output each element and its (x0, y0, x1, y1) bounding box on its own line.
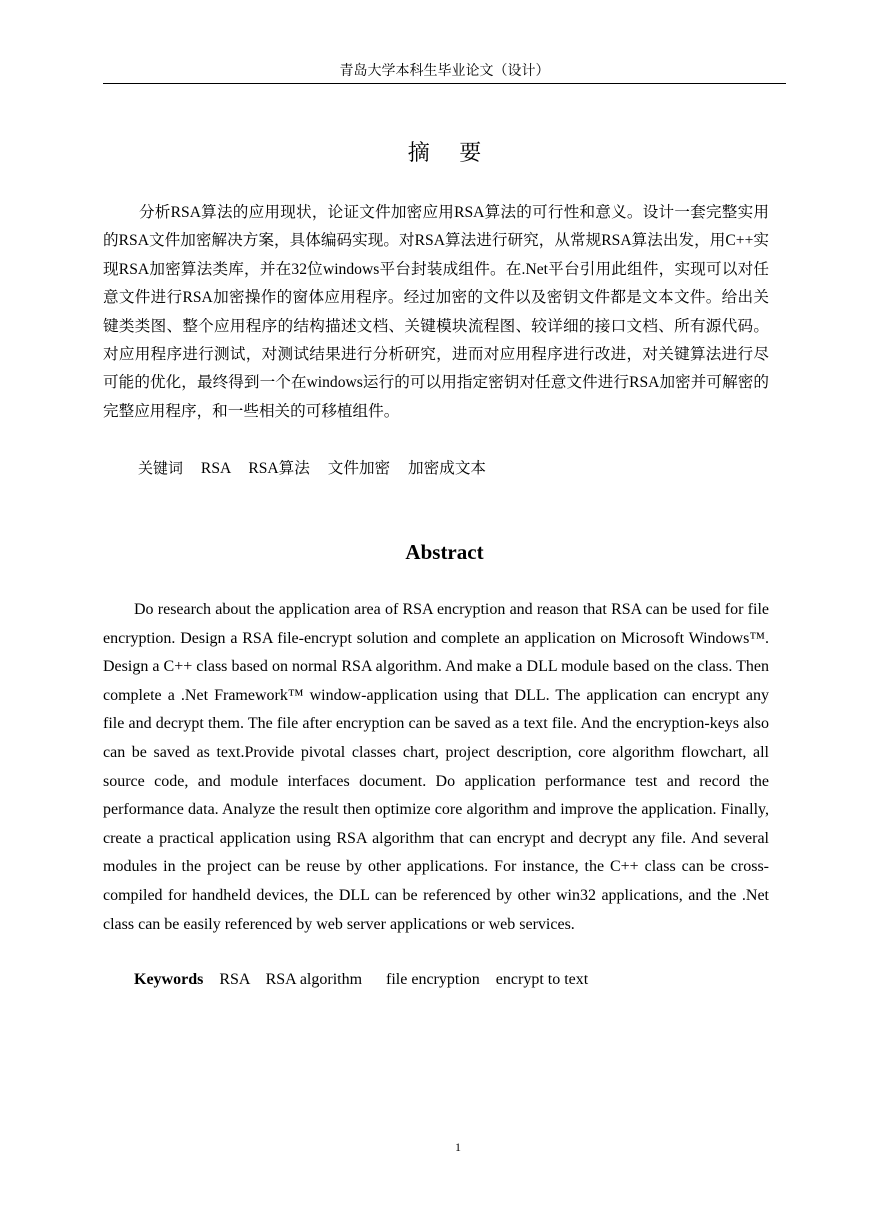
english-keywords-label: Keywords (134, 971, 204, 988)
chinese-keywords-label: 关键词 (138, 459, 184, 477)
chinese-keyword: 文件加密 (327, 460, 391, 477)
chinese-keyword: RSA (200, 460, 231, 477)
chinese-keywords (138, 454, 778, 483)
running-header: 青岛大学本科生毕业论文（设计） (339, 64, 550, 79)
english-keyword: RSA algorithm (265, 971, 363, 988)
english-keyword: encrypt to text (495, 971, 589, 988)
english-keyword: RSA (219, 971, 250, 988)
chinese-keyword: 加密成文本 (408, 460, 487, 477)
page-number: 1 (455, 1140, 461, 1154)
english-abstract-body: Do research about the application area of RSA encryption and reason that RSA can be used for file encryption. Design a RSA file-encrypt solution and complete an application on Microsoft Windows™. Design a C++ class based on normal RSA algorithm. And make a DLL module based on the class. Then complete a .Net Framework™ window-application using that DLL. The application can encrypt any file and decrypt them. The file after encryption can be saved as a text file. And the encryption-keys also can be saved as text.Provide pivotal classes chart, project description, core algorithm flowchart, all source code, and module interfaces document. Do application performance test and record the performance data. Analyze the result then optimize core algorithm and improve the application. Finally, create a practical application using RSA algorithm that can encrypt and decrypt any file. And several modules in the project can be reuse by other applications. For instance, the C++ class can be cross-compiled for handheld devices, the DLL can be referenced by other win32 applications, and the .Net class can be easily referenced by web server applications or web services. (103, 601, 769, 933)
header-divider (103, 83, 786, 84)
english-abstract-title: Abstract (405, 540, 484, 564)
chinese-keyword: RSA算法 (248, 460, 310, 477)
chinese-abstract-body: 分析RSA算法的应用现状，论证文件加密应用RSA算法的可行性和意义。设计一套完整实用的RSA文件加密解决方案，具体编码实现。对RSA算法进行研究，从常规RSA算法出发，用C++实现RSA加密算法类库，并在32位windows平台封装成组件。在.Net平台引用此组件，实现可以对任意文件进行RSA加密操作的窗体应用程序。经过加密的文件以及密钥文件都是文本文件。给出关键类类图、整个应用程序的结构描述文档、关键模块流程图、较详细的接口文档、所有源代码。对应用程序进行测试，对测试结果进行分析研究，进而对应用程序进行改进，对关键算法进行尽可能的优化，最终得到一个在windows运行的可以用指定密钥对任意文件进行RSA加密并可解密的完整应用程序，和一些相关的可移植组件。 (103, 204, 769, 420)
english-keyword: file encryption (386, 971, 480, 988)
english-keywords (134, 966, 774, 994)
chinese-abstract-title: 摘 要 (407, 140, 494, 165)
